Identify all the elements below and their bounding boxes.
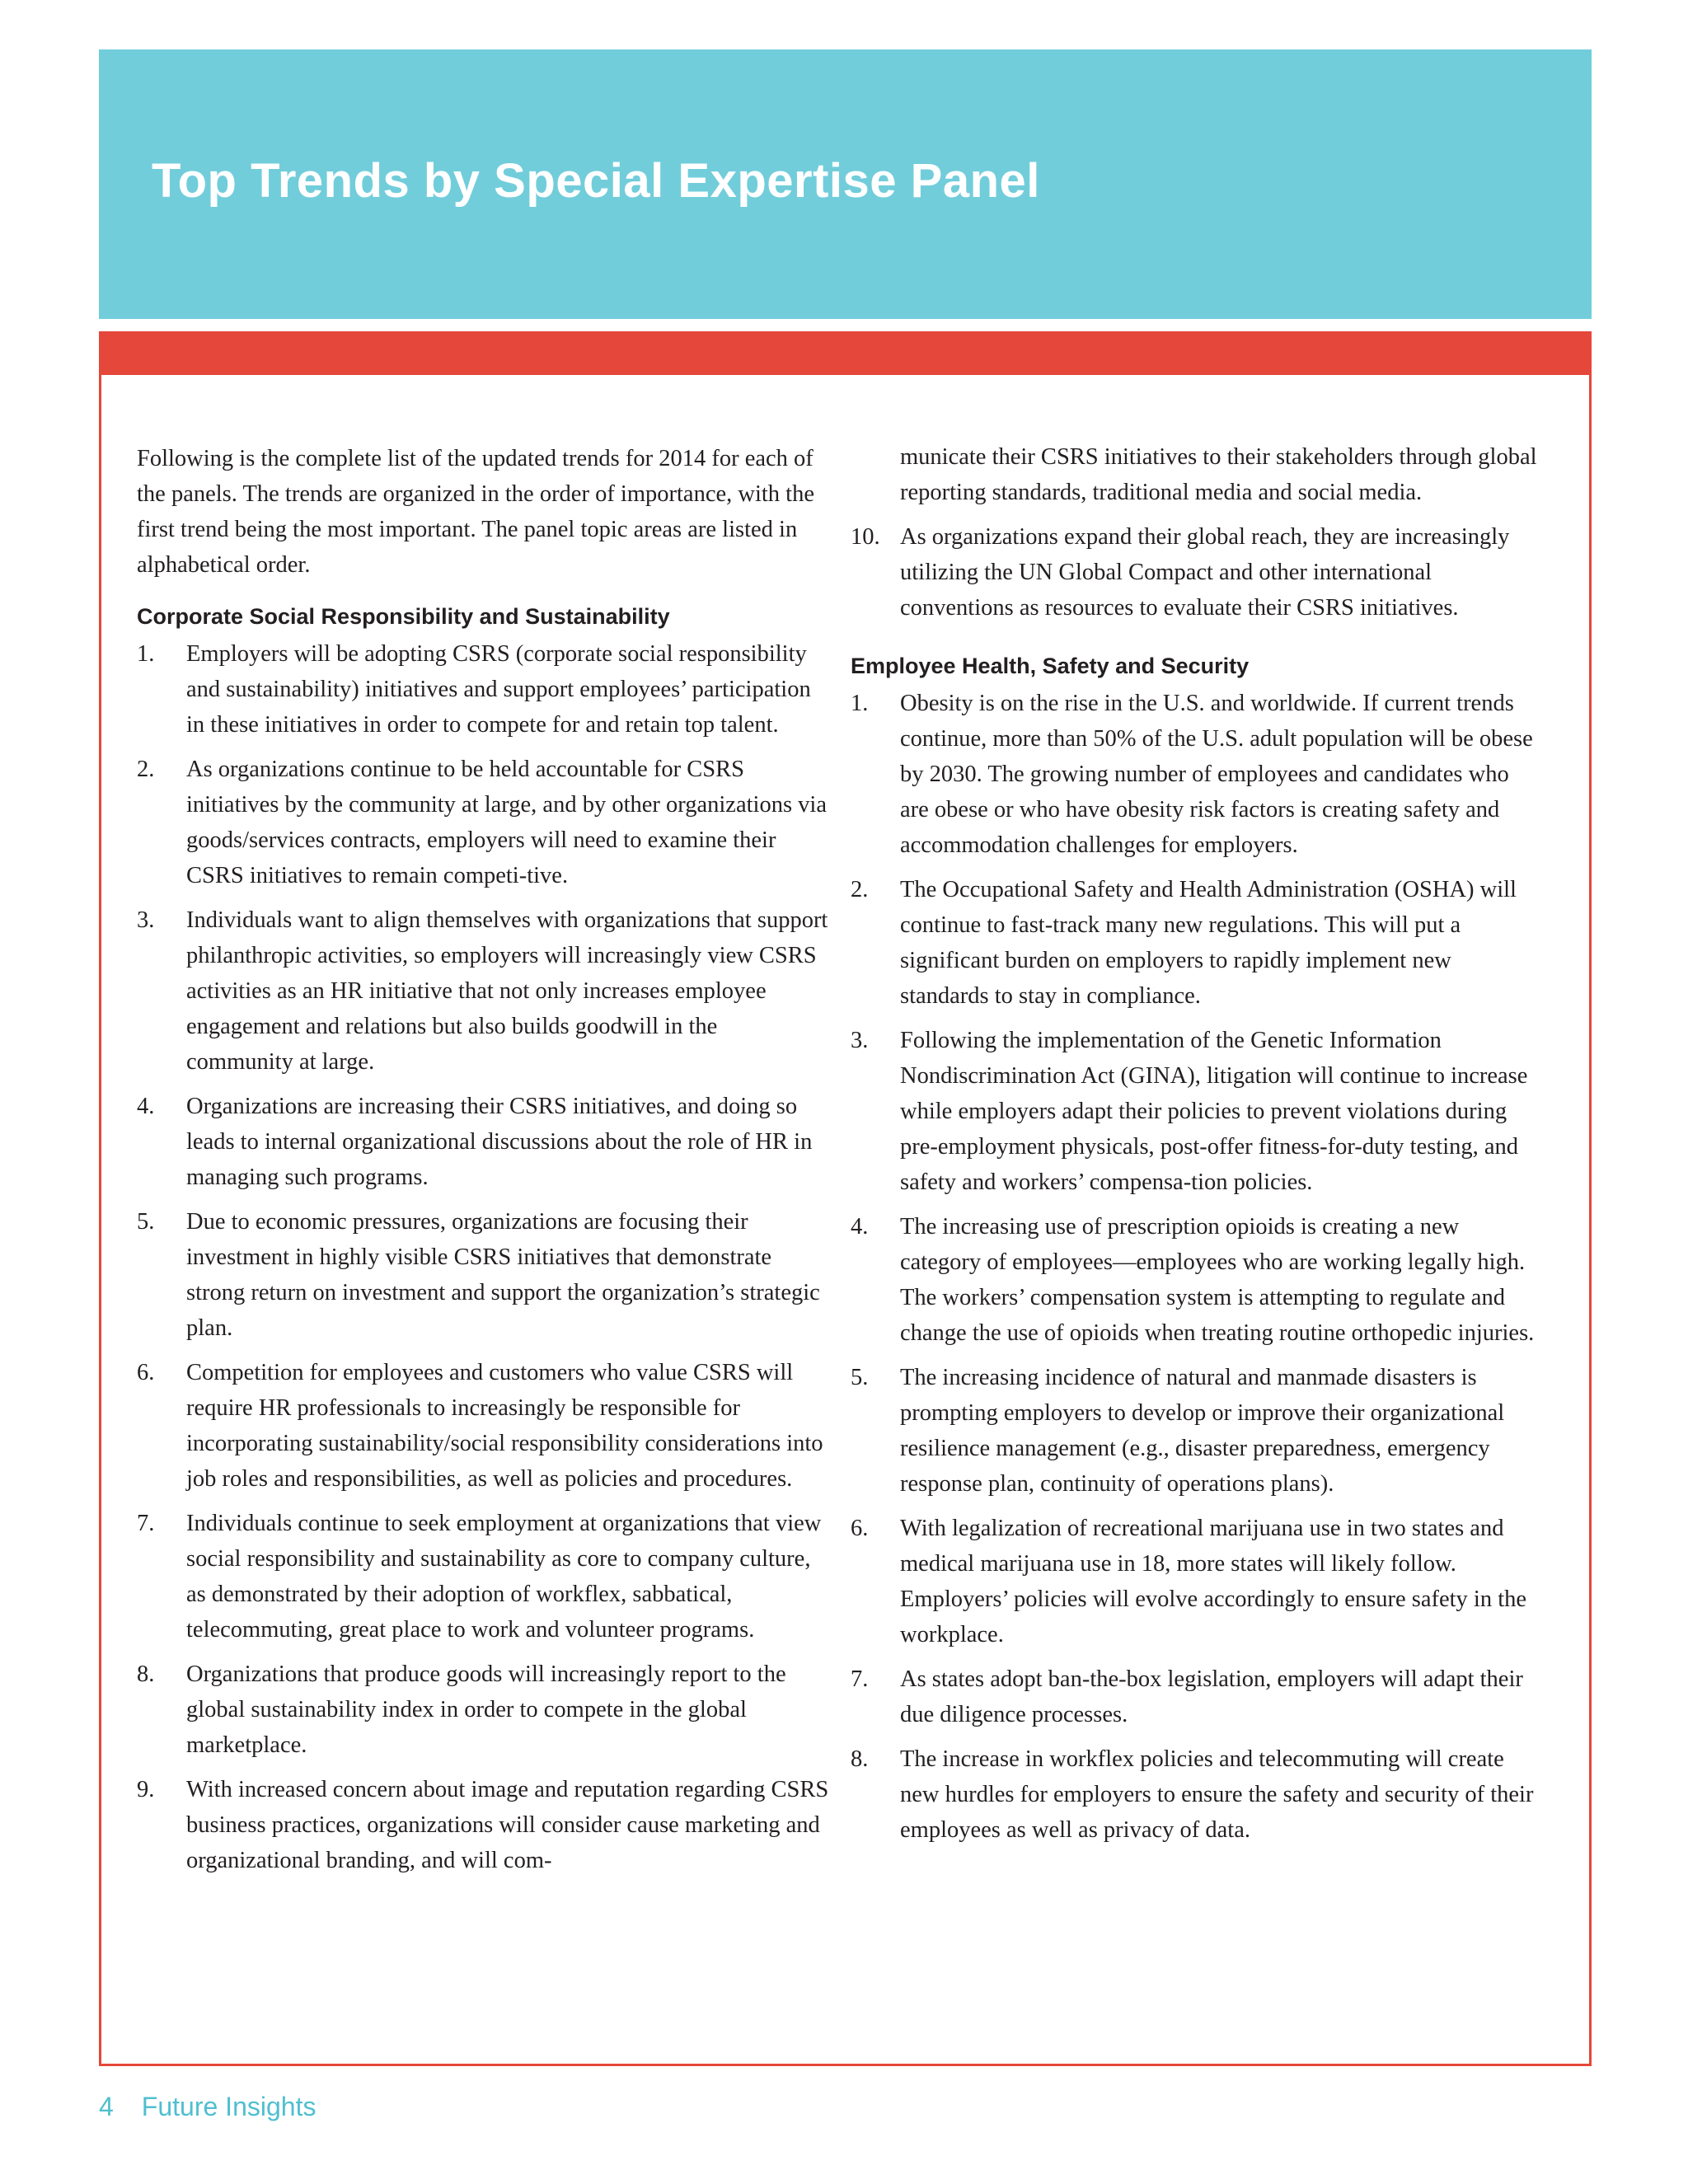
publication-name: Future Insights: [141, 2092, 316, 2121]
trend-list-health-safety: [851, 686, 1543, 1848]
section-heading-health-safety: Employee Health, Safety and Security: [851, 654, 1250, 678]
accent-bar: [101, 334, 1589, 375]
list-item: [851, 1209, 1543, 1351]
item-text: The increase in workflex policies and telecommuting will create new hurdles for employers to ensure the safety and security of their employees as well as privacy of data.: [900, 1746, 1534, 1843]
list-item: [137, 1506, 829, 1647]
left-column: [137, 441, 829, 1887]
list-item: [137, 1355, 829, 1497]
item-text: Organizations are increasing their CSRS initiatives, and doing so leads to internal organizational discussions about the role of HR in managing such programs.: [186, 1094, 813, 1190]
item-number: 7.: [137, 1511, 155, 1536]
item-text: The increasing incidence of natural and manmade disasters is prompting employers to develop or improve their organizational resilience management (e.g., disaster preparedness, emergency response plan, continuity of operations plans).: [900, 1365, 1505, 1497]
item-text: The increasing use of prescription opioids is creating a new category of employees—employees who are working legally high. The workers’ compensation system is attempting to regulate and change the use of opioids when treating routine orthopedic injuries.: [900, 1214, 1535, 1346]
list-item: [851, 686, 1543, 863]
list-item: [851, 1511, 1543, 1652]
item-number: 8.: [851, 1746, 869, 1772]
intro-paragraph: Following is the complete list of the updated trends for 2014 for each of the panels. The trends are organized in the order of importance, with the first trend being the most important. The panel topic areas are listed in alphabetical order.: [137, 446, 814, 578]
list-item: [137, 902, 829, 1080]
content-frame: [99, 331, 1592, 2066]
item-number: 5.: [851, 1365, 869, 1390]
item-text: Organizations that produce goods will increasingly report to the global sustainability index in order to compete in the global marketplace.: [186, 1661, 786, 1758]
item-number: 8.: [137, 1661, 155, 1687]
item-number: 1.: [137, 641, 155, 667]
list-item: [137, 1772, 829, 1878]
item-number: 2.: [137, 757, 155, 782]
header-band: [99, 49, 1592, 319]
list-item: [137, 752, 829, 893]
trend-list-csrs: [137, 636, 829, 1878]
item-number: 3.: [137, 907, 155, 933]
item-number: 4.: [137, 1094, 155, 1119]
item-number: 6.: [137, 1360, 155, 1385]
list-item: [851, 519, 1543, 626]
item-text: As states adopt ban-the-box legislation, employers will adapt their due diligence processes.: [900, 1666, 1523, 1727]
list-item-continuation: [851, 439, 1543, 510]
list-item: [137, 1657, 829, 1763]
item-number: 4.: [851, 1214, 869, 1240]
item-text: Competition for employees and customers who value CSRS will require HR professionals to increasingly be responsible for incorporating sustainability/social responsibility considerations into job roles and responsibilities, as well as policies and procedures.: [186, 1360, 823, 1492]
item-number: 7.: [851, 1666, 869, 1692]
section-heading-csrs: Corporate Social Responsibility and Sustainability: [137, 604, 670, 629]
item-text: As organizations continue to be held accountable for CSRS initiatives by the community at large, and by other organizations via goods/services contracts, employers will need to examine their CSRS initiatives to remain competi-tive.: [186, 757, 827, 888]
list-item: [851, 1661, 1543, 1732]
list-item: [137, 636, 829, 743]
list-item: [851, 1360, 1543, 1502]
item-text: Due to economic pressures, organizations are focusing their investment in highly visible CSRS initiatives that demonstrate strong return on investment and support the organization’s strategic plan.: [186, 1209, 820, 1341]
item-number: 5.: [137, 1209, 155, 1235]
item-text: Obesity is on the rise in the U.S. and worldwide. If current trends continue, more than 50% of the U.S. adult population will be obese by 2030. The growing number of employees and candidates who are obese or who have obesity risk factors is creating safety and accommodation challenges for employers.: [900, 691, 1533, 858]
item-number: 10.: [851, 524, 880, 550]
item-number: 9.: [137, 1777, 155, 1802]
item-number: 2.: [851, 877, 869, 902]
item-number: 1.: [851, 691, 869, 716]
item-text: The Occupational Safety and Health Administration (OSHA) will continue to fast-track many new regulations. This will put a significant burden on employers to rapidly implement new standards to stay in compliance.: [900, 877, 1517, 1009]
page-footer: [99, 2092, 316, 2122]
item-text: Following the implementation of the Genetic Information Nondiscrimination Act (GINA), litigation will continue to increase while employers adapt their policies to prevent violations during pre-employment physicals, post-offer fitness-for-duty testing, and safety and workers’ compensa-tion policies.: [900, 1028, 1528, 1195]
list-item: [851, 1023, 1543, 1200]
item-text: Individuals continue to seek employment at organizations that view social responsibility and sustainability as core to company culture, as demonstrated by their adoption of workflex, sabbatical, telecommuting, great place to work and volunteer programs.: [186, 1511, 822, 1643]
list-item: [851, 872, 1543, 1014]
right-column: [851, 439, 1543, 1857]
list-item: [851, 1741, 1543, 1848]
item-text: municate their CSRS initiatives to their stakeholders through global reporting standards, traditional media and social media.: [900, 444, 1537, 505]
item-number: 6.: [851, 1516, 869, 1541]
item-text: Employers will be adopting CSRS (corporate social responsibility and sustainability) initiatives and support employees’ participation in these initiatives in order to compete for and retain top talent.: [186, 641, 811, 738]
page-number: 4: [99, 2092, 114, 2121]
item-number: 3.: [851, 1028, 869, 1053]
item-text: As organizations expand their global reach, they are increasingly utilizing the UN Global Compact and other international conventions as resources to evaluate their CSRS initiatives.: [900, 524, 1510, 621]
trend-list-csrs-continued: [851, 439, 1543, 626]
item-text: With increased concern about image and reputation regarding CSRS business practices, organizations will consider cause marketing and organizational branding, and will com-: [186, 1777, 829, 1873]
item-text: Individuals want to align themselves with organizations that support philanthropic activities, so employers will increasingly view CSRS activities as an HR initiative that not only increases employee engagement and relations but also builds goodwill in the community at large.: [186, 907, 828, 1075]
list-item: [137, 1089, 829, 1195]
item-text: With legalization of recreational marijuana use in two states and medical marijuana use in 18, more states will likely follow. Employers’ policies will evolve accordingly to ensure safety in the workplace.: [900, 1516, 1527, 1647]
page-title: Top Trends by Special Expertise Panel: [152, 154, 1040, 208]
list-item: [137, 1204, 829, 1346]
